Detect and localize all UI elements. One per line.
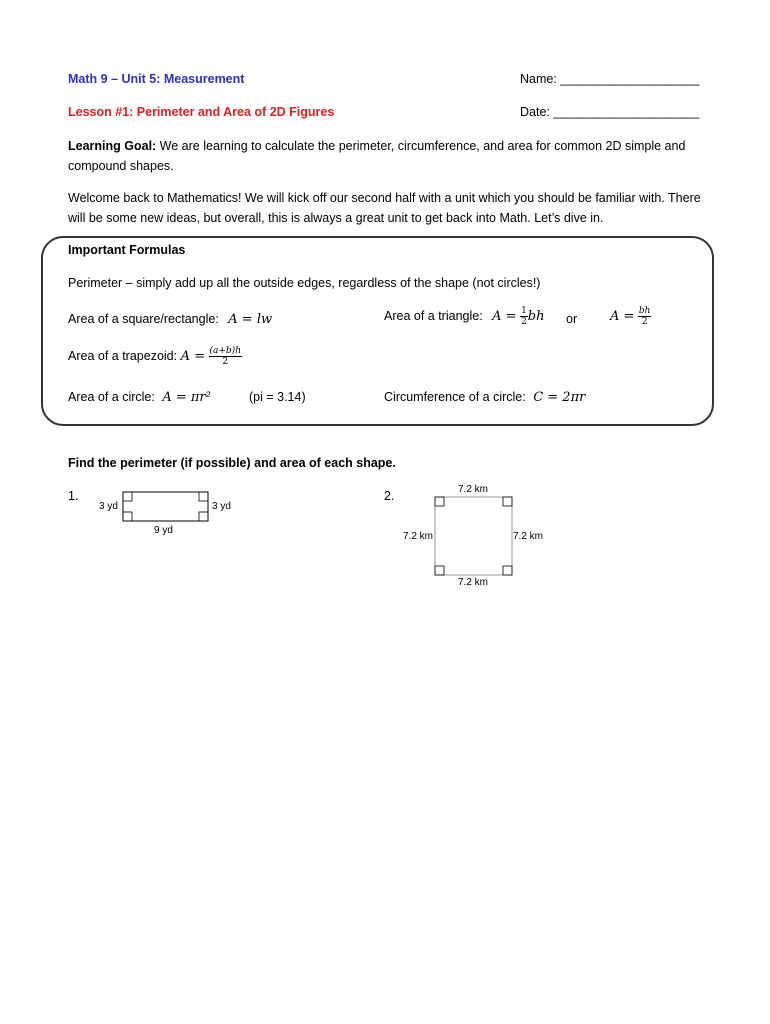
rectangle-figure: [90, 486, 250, 546]
circumference-formula: C = 2πr: [533, 390, 586, 405]
q1-bottom-label: 9 yd: [154, 525, 173, 536]
exercise-instruction: Find the perimeter (if possible) and area of each shape.: [68, 456, 396, 470]
formulas-title: Important Formulas: [68, 243, 186, 257]
perimeter-rule: Perimeter – simply add up all the outside edges, regardless of the shape (not circles!): [68, 276, 541, 290]
triangle-formula-suffix: bh: [527, 308, 545, 324]
learning-goal: [68, 136, 708, 176]
right-angle-mark: [199, 492, 208, 501]
right-angle-mark: [435, 497, 444, 506]
trapezoid-area-label: Area of a trapezoid:: [68, 348, 178, 363]
triangle-area: [384, 306, 545, 327]
square-area-label: Area of a square/rectangle:: [68, 312, 219, 326]
q2-left-label: 7.2 km: [403, 531, 434, 542]
triangle-fraction-den: 2: [521, 317, 527, 327]
triangle-alt-formula: [610, 306, 651, 327]
triangle-alt-num: bh: [638, 306, 651, 316]
circle-area: [68, 390, 211, 405]
circumference-label: Circumference of a circle:: [384, 390, 526, 404]
welcome-paragraph: Welcome back to Mathematics! We will kick off our second half with a unit which you should be familiar with. There will be some new ideas, but overall, this is always a great unit to get back into Math. Let’s dive in.: [68, 191, 701, 225]
triangle-formula-prefix: A =: [492, 308, 517, 324]
lesson-title: Lesson #1: Perimeter and Area of 2D Figures: [68, 105, 335, 119]
triangle-alt-prefix: A =: [610, 308, 635, 324]
q2-right-label: 7.2 km: [513, 531, 544, 542]
square-area: [68, 312, 272, 327]
right-angle-mark: [199, 512, 208, 521]
q1-left-label: 3 yd: [99, 501, 118, 512]
square-figure: [430, 494, 520, 580]
pi-note: (pi = 3.14): [249, 390, 306, 404]
triangle-alt-fraction: [638, 306, 652, 327]
name-field: Name: ____________________: [520, 72, 700, 86]
triangle-fraction-num: 1: [521, 306, 527, 316]
course-title: Math 9 – Unit 5: Measurement: [68, 72, 245, 86]
square-area-formula: A = lw: [228, 312, 273, 327]
learning-goal-text: We are learning to calculate the perimeter, circumference, and area for common 2D simple and compound shapes.: [68, 139, 686, 173]
triangle-area-label: Area of a triangle:: [384, 308, 483, 323]
circle-area-label: Area of a circle:: [68, 390, 155, 404]
triangle-alt-den: 2: [641, 317, 648, 327]
circumference: [384, 390, 585, 405]
circle-area-formula: A = πr²: [162, 390, 211, 405]
question-2-number: 2.: [384, 489, 395, 503]
or-text: or: [566, 312, 578, 326]
trapezoid-fraction: [209, 346, 243, 367]
right-angle-mark: [435, 566, 444, 575]
right-angle-mark: [123, 492, 132, 501]
right-angle-mark: [503, 497, 512, 506]
learning-goal-label: Learning Goal:: [68, 139, 157, 153]
right-angle-mark: [503, 566, 512, 575]
trapezoid-prefix: A =: [180, 348, 206, 364]
triangle-fraction: [520, 306, 528, 327]
q1-right-label: 3 yd: [212, 501, 231, 512]
date-field: Date: _____________________: [520, 105, 700, 119]
q2-bottom-label: 7.2 km: [458, 577, 489, 588]
question-1-number: 1.: [68, 489, 79, 503]
trapezoid-den: 2: [222, 357, 229, 367]
right-angle-mark: [123, 512, 132, 521]
trapezoid-num: (a+b)h: [209, 346, 241, 356]
rectangle-shape: [123, 492, 208, 521]
q2-top-label: 7.2 km: [458, 484, 489, 495]
square-shape: [435, 497, 512, 575]
trapezoid-area: [68, 346, 242, 367]
